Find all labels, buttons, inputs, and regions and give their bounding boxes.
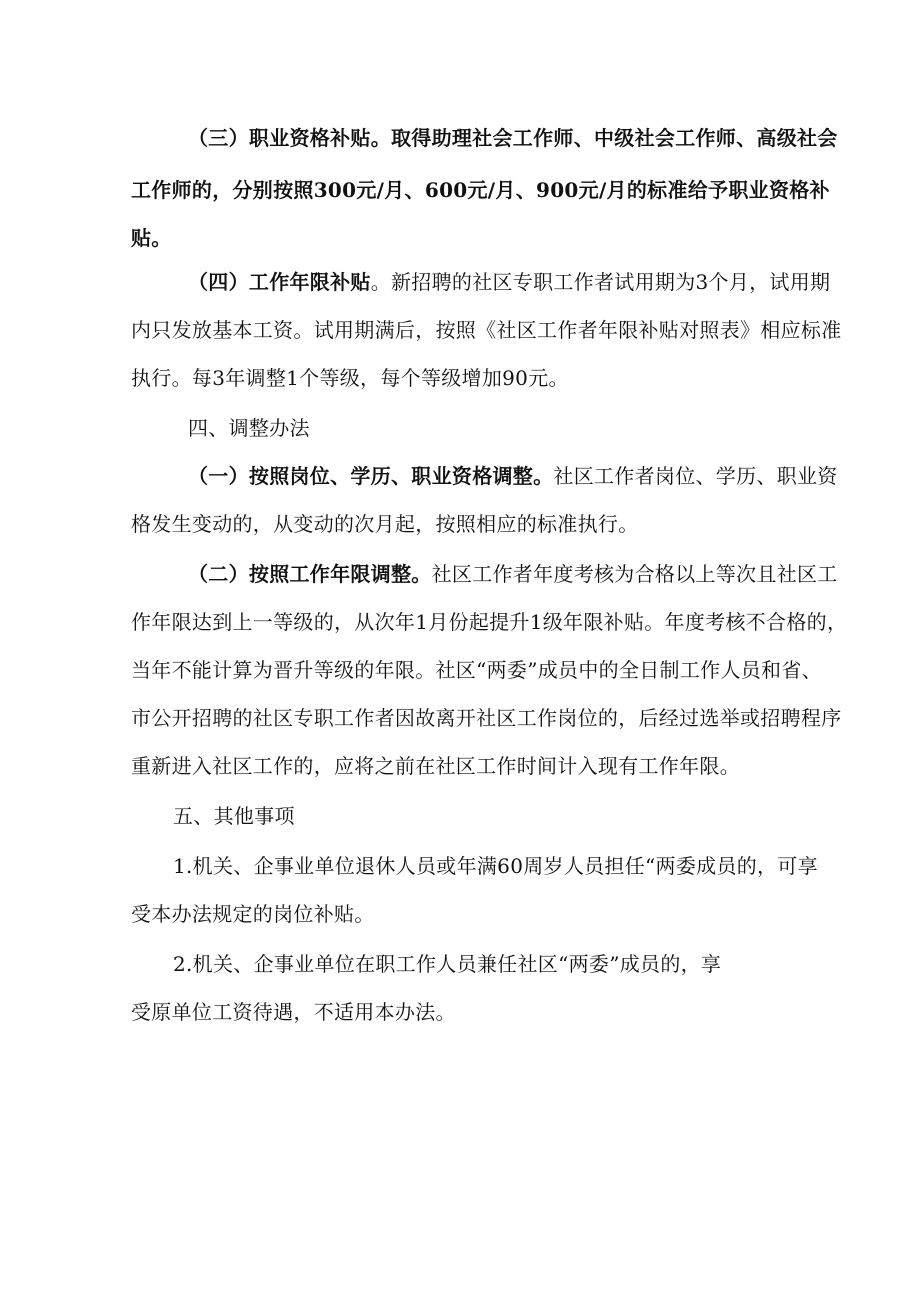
section-4-item-2-text: 社区工作者年度考核为合格以上等次且社区工 [431, 562, 838, 586]
section-4-item-2-title: （二）按照工作年限调整。 [188, 562, 432, 586]
section-4-item-2-line-1 [188, 560, 838, 588]
paragraph-4-title: （四）工作年限补贴 [188, 270, 371, 294]
section-4-item-2-line-5: 重新进入社区工作的，应将之前在社区工作时间计入现有工作年限。 [131, 754, 740, 778]
paragraph-4-line-2: 内只发放基本工资。试用期满后，按照《社区工作者年限补贴对照表》相应标准 [131, 318, 842, 342]
paragraph-3-line-1: （三）职业资格补贴。取得助理社会工作师、中级社会工作师、高级社会 [188, 126, 838, 150]
section-5-item-1-line-2: 受本办法规定的岗位补贴。 [131, 902, 375, 926]
paragraph-4-line-1 [188, 268, 830, 296]
section-4-item-2-line-2: 作年限达到上一等级的，从次年1月份起提升1级年限补贴。年度考核不合格的， [131, 610, 848, 634]
section-4-item-1-title: （一）按照岗位、学历、职业资格调整。 [188, 464, 554, 488]
paragraph-3-line-3: 贴。 [131, 226, 172, 250]
section-4-item-1-text: 社区工作者岗位、学历、职业资 [553, 464, 838, 488]
section-5-item-2-line-2: 受原单位工资待遇，不适用本办法。 [131, 1000, 456, 1024]
section-5-item-2-line-1: 2.机关、企事业单位在职工作人员兼任社区“两委”成员的，享 [173, 952, 722, 976]
section-4-item-1-line-1 [188, 462, 838, 490]
section-4-item-2-line-3: 当年不能计算为晋升等级的年限。社区“两委”成员中的全日制工作人员和省、 [131, 658, 822, 682]
section-4-heading: 四、调整办法 [188, 416, 310, 440]
section-5-heading: 五、其他事项 [173, 804, 295, 828]
section-4-item-2-line-4: 市公开招聘的社区专职工作者因故离开社区工作岗位的，后经过选举或招聘程序 [131, 706, 842, 730]
paragraph-3-line-2: 工作师的，分别按照300元/月、600元/月、900元/月的标准给予职业资格补 [131, 178, 830, 202]
paragraph-4-text: 。新招聘的社区专职工作者试用期为3个月，试用期 [370, 270, 831, 294]
paragraph-4-line-3: 执行。每3年调整1个等级，每个等级增加90元。 [131, 366, 569, 390]
section-5-item-1-line-1: 1.机关、企事业单位退休人员或年满60周岁人员担任“两委成员的，可享 [173, 854, 818, 878]
section-4-item-1-line-2: 格发生变动的，从变动的次月起，按照相应的标准执行。 [131, 512, 639, 536]
